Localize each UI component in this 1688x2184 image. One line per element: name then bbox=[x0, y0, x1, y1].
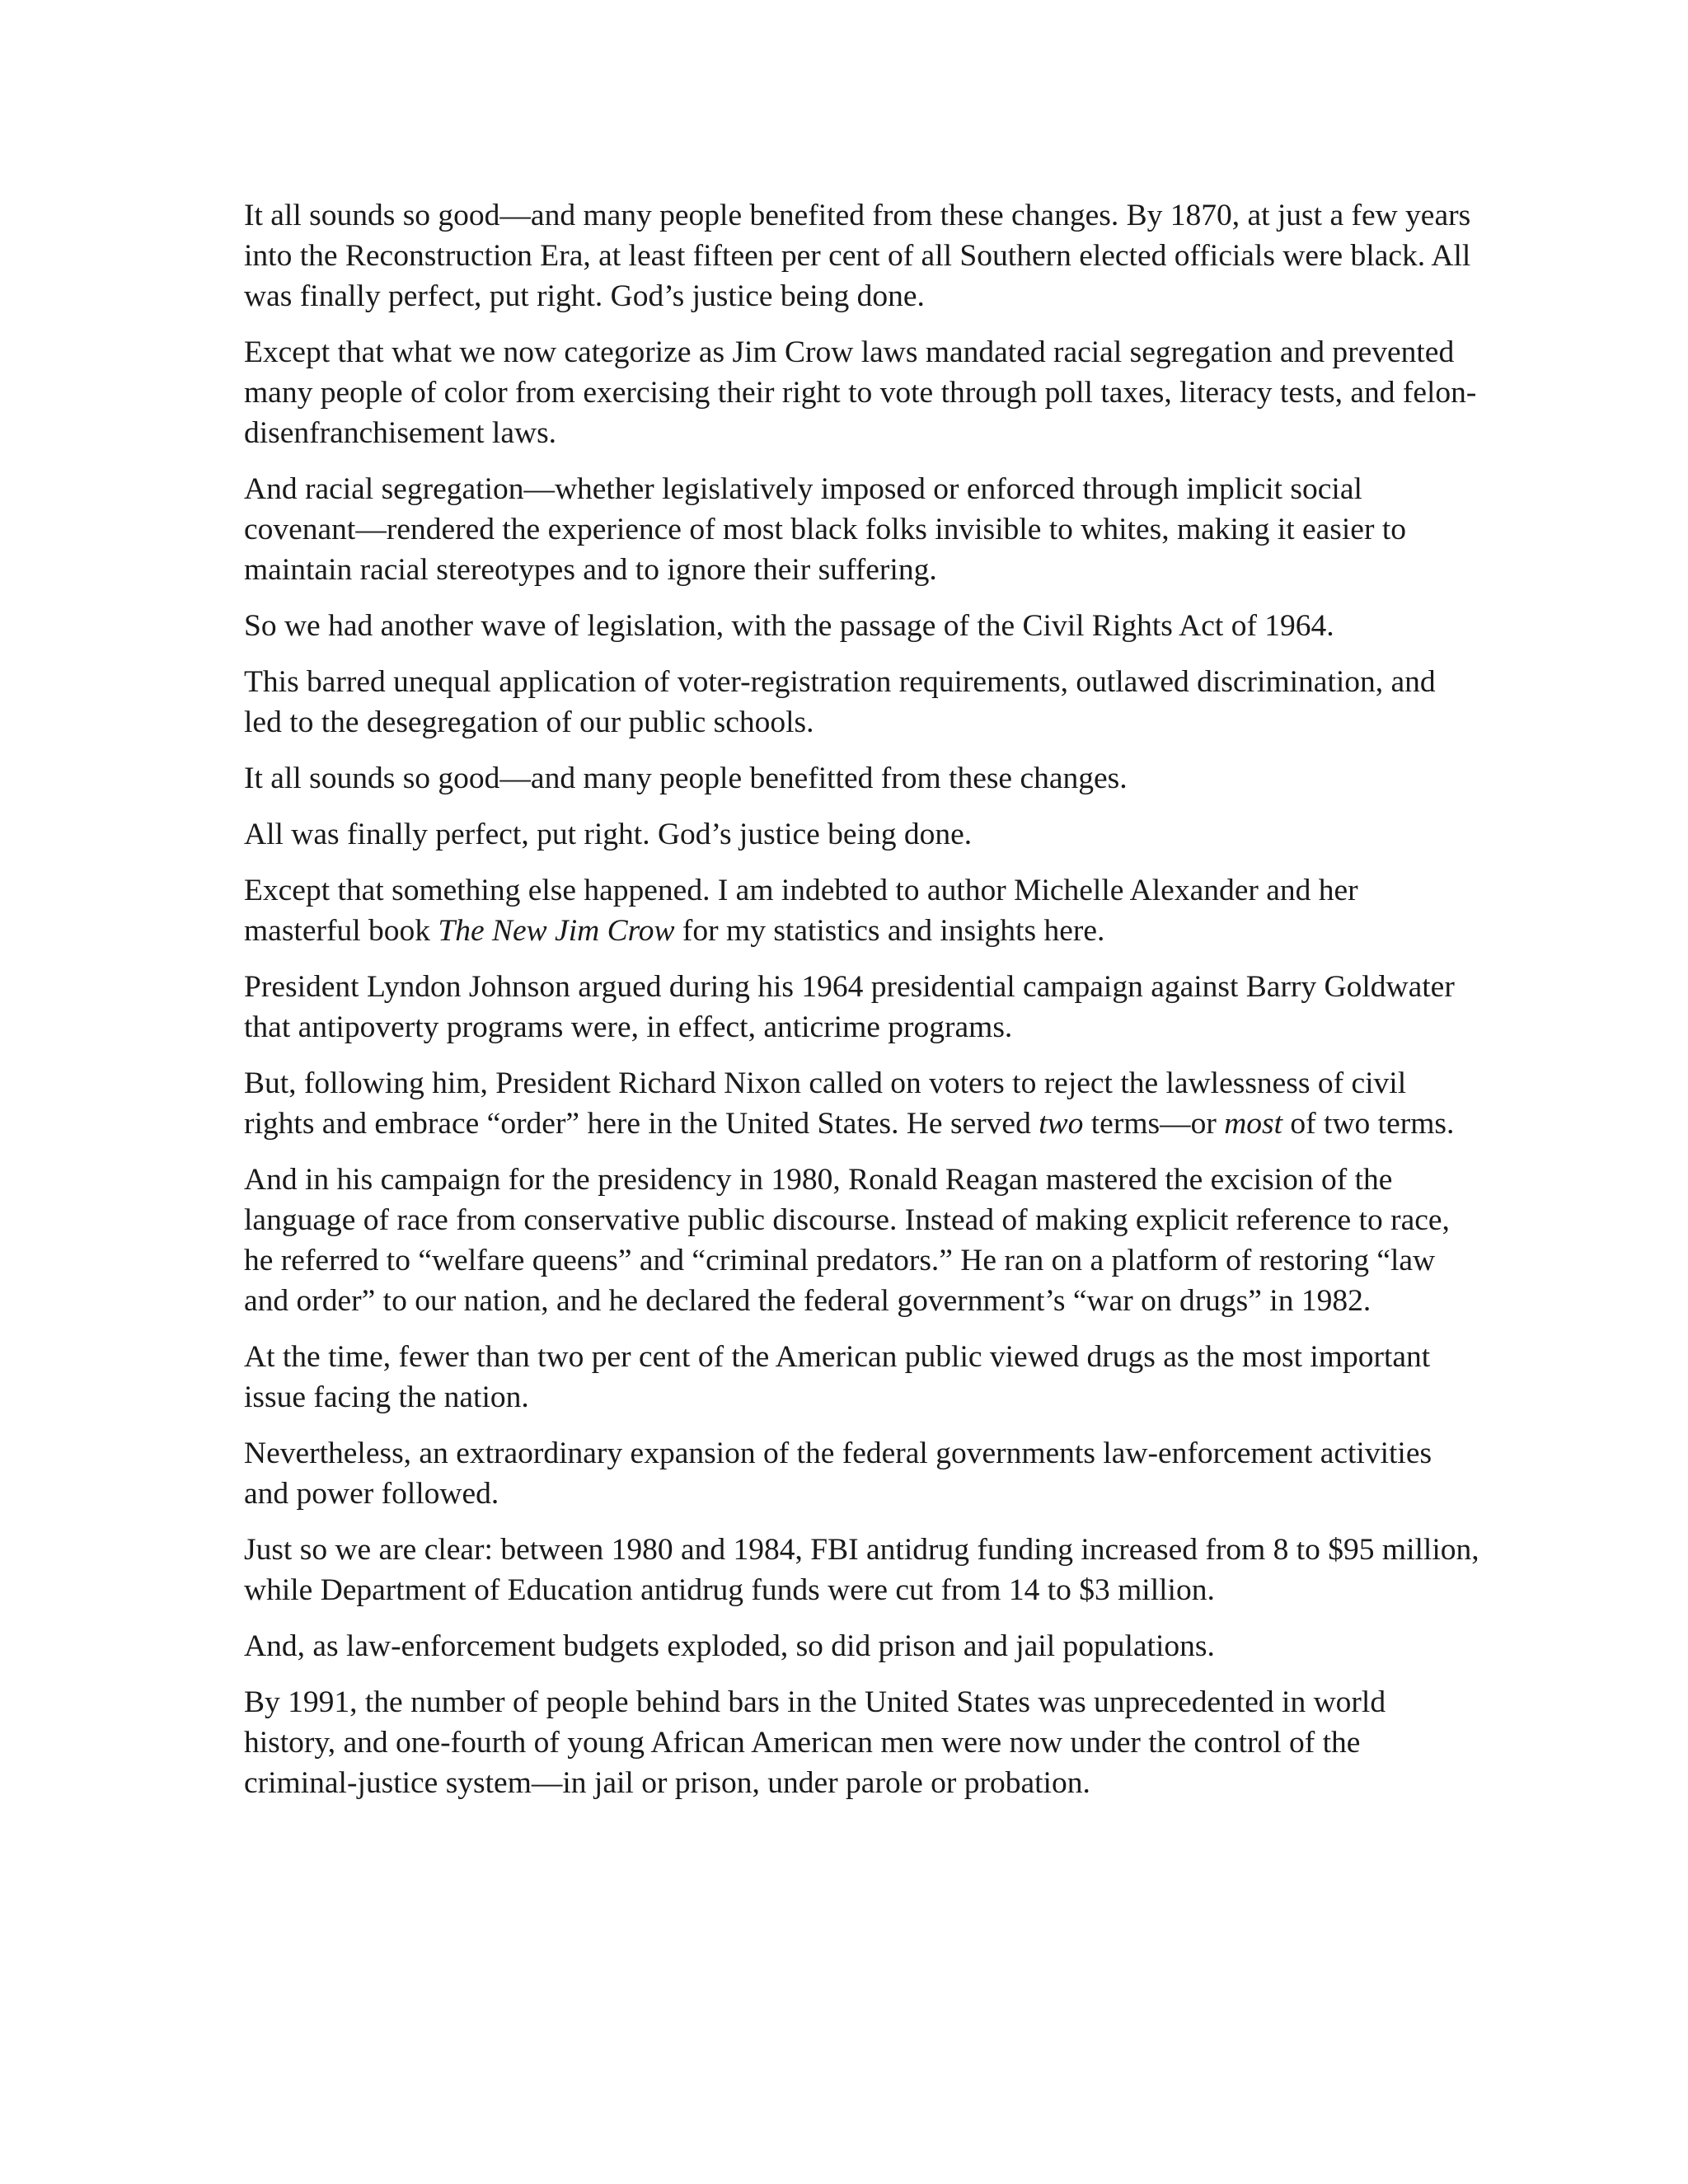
paragraph-richard-nixon bbox=[244, 1063, 1480, 1144]
paragraph-public-opinion: At the time, fewer than two per cent of the American public viewed drugs as the most important issue facing the nation. bbox=[244, 1340, 1431, 1414]
paragraph-ronald-reagan: And in his campaign for the presidency in 1980, Ronald Reagan mastered the excision of the language of race from conservative public discourse. Instead of making explicit reference to race, he referred to “welfare queens” and “criminal predators.” He ran on a platform of restoring “law and order” to our nation, and he declared the federal government’s “war on drugs” in 1982. bbox=[244, 1163, 1450, 1318]
paragraph-lyndon-johnson: President Lyndon Johnson argued during his 1964 presidential campaign against Barry Goldwater that antipoverty programs were, in effect, anticrime programs. bbox=[244, 970, 1455, 1044]
paragraph-jim-crow-laws: Except that what we now categorize as Jim Crow laws mandated racial segregation and prevented many people of color from exercising their right to vote through poll taxes, literacy tests, and felon-disenfranchisement laws. bbox=[244, 335, 1477, 450]
paragraph-text-segment: terms—or bbox=[1083, 1107, 1225, 1141]
emphasis-two: two bbox=[1039, 1107, 1084, 1141]
emphasis-most: most bbox=[1224, 1107, 1283, 1141]
paragraph-law-enforcement-expansion: Nevertheless, an extraordinary expansion of the federal governments law-enforcement activities and power followed. bbox=[244, 1436, 1432, 1511]
paragraph-new-jim-crow-citation bbox=[244, 870, 1480, 951]
paragraph-racial-segregation: And racial segregation—whether legislatively imposed or enforced through implicit social covenant—rendered the experience of most black folks invisible to whites, making it easier to maintain racial stereotypes and to ignore their suffering. bbox=[244, 472, 1406, 587]
paragraph-incarceration-1991: By 1991, the number of people behind bars in the United States was unprecedented in world history, and one-fourth of young African American men were now under the control of the criminal-justice system—in jail or prison, under parole or probation. bbox=[244, 1685, 1386, 1800]
paragraph-reconstruction: It all sounds so good—and many people benefited from these changes. By 1870, at just a few years into the Reconstruction Era, at least fifteen per cent of all Southern elected officials were black. All was finally perfect, put right. God’s justice being done. bbox=[244, 199, 1471, 313]
paragraph-justice-being-done: All was finally perfect, put right. God’s justice being done. bbox=[244, 818, 973, 851]
paragraph-funding-figures: Just so we are clear: between 1980 and 1984, FBI antidrug funding increased from 8 to $95 million, while Department of Education antidrug funds were cut from 14 to $3 million. bbox=[244, 1533, 1479, 1607]
paragraph-text-segment: But, following him, President Richard Nixon called on voters to reject the lawlessness of civil rights and embrace “order” here in the United States. He served bbox=[244, 1066, 1407, 1141]
paragraph-text-segment: for my statistics and insights here. bbox=[674, 914, 1105, 948]
book-title: The New Jim Crow bbox=[438, 914, 675, 948]
paragraph-civil-rights-act: So we had another wave of legislation, with the passage of the Civil Rights Act of 1964. bbox=[244, 609, 1334, 643]
document-page bbox=[244, 195, 1480, 1819]
paragraph-voter-registration: This barred unequal application of voter-registration requirements, outlawed discrimination, and led to the desegregation of our public schools. bbox=[244, 665, 1436, 739]
paragraph-sounds-so-good: It all sounds so good—and many people benefitted from these changes. bbox=[244, 762, 1128, 795]
paragraph-prison-populations: And, as law-enforcement budgets exploded, so did prison and jail populations. bbox=[244, 1629, 1215, 1663]
paragraph-text-segment: Except that something else happened. I am indebted to author Michelle Alexander and her masterful book bbox=[244, 874, 1358, 948]
paragraph-text-segment: of two terms. bbox=[1282, 1107, 1455, 1141]
